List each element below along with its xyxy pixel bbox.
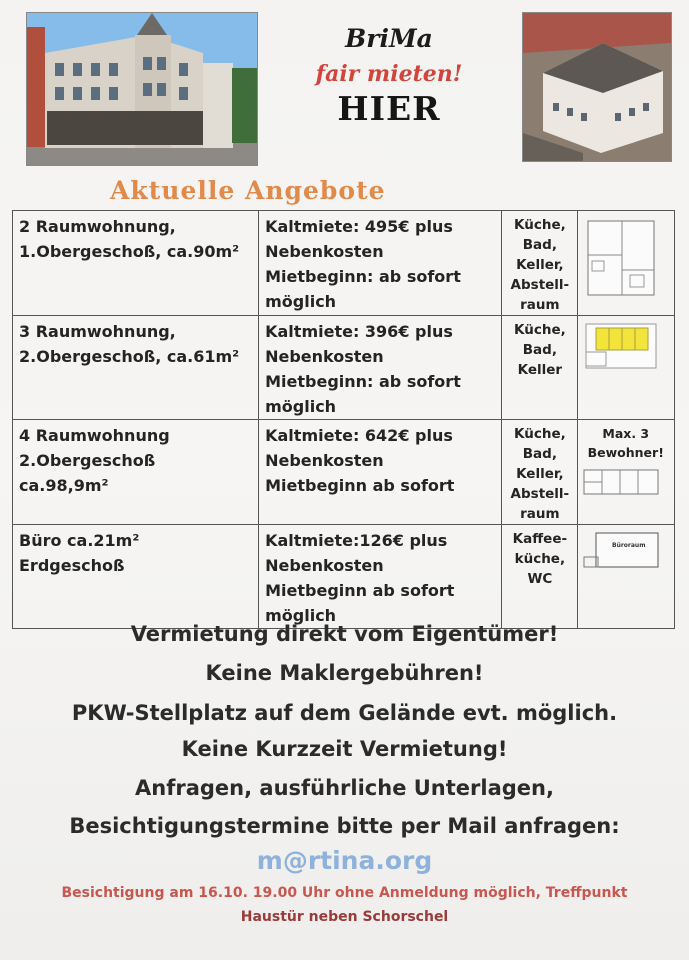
offer-description: 2 Raumwohnung, 1.Obergeschoß, ca.90m² bbox=[13, 211, 259, 316]
header bbox=[260, 14, 518, 128]
info-line: Anfragen, ausführliche Unterlagen, bbox=[135, 776, 554, 800]
info-line: Vermietung direkt vom Eigentümer! bbox=[130, 622, 559, 646]
offer-features: Kaffee- küche, WC bbox=[502, 525, 577, 629]
info-line: Keine Maklergebühren! bbox=[205, 661, 484, 685]
offer-features: Küche, Bad, Keller bbox=[502, 316, 577, 420]
floor-plan-image bbox=[582, 320, 660, 380]
table-row bbox=[13, 420, 675, 525]
hier-heading: HIER bbox=[337, 89, 441, 128]
offers-table bbox=[12, 210, 675, 629]
occupancy-note: Max. 3 Bewohner! bbox=[587, 426, 664, 460]
floor-plan-image bbox=[582, 215, 660, 301]
info-line: Keine Kurzzeit Vermietung! bbox=[181, 737, 508, 761]
offer-description: 3 Raumwohnung, 2.Obergeschoß, ca.61m² bbox=[13, 316, 259, 420]
info-line: PKW-Stellplatz auf dem Gelände evt. möglich. bbox=[71, 701, 618, 725]
slogan: fair mieten! bbox=[315, 61, 463, 87]
offer-price: Kaltmiete: 495€ plus Nebenkosten Mietbeginn: ab sofort möglich bbox=[259, 211, 502, 316]
meeting-point-line: Haustür neben Schorschel bbox=[240, 909, 449, 925]
brand-name: BriMa bbox=[345, 24, 433, 53]
building-photo-street bbox=[26, 12, 258, 166]
contact-email[interactable]: m@rtina.org bbox=[256, 846, 433, 875]
floor-plan-cell bbox=[577, 211, 674, 316]
table-row bbox=[13, 316, 675, 420]
offer-features: Küche, Bad, Keller, Abstell- raum bbox=[502, 420, 577, 525]
section-title: Aktuelle Angebote bbox=[110, 176, 386, 205]
plan-label: Büroraum bbox=[611, 542, 645, 549]
floor-plan-image bbox=[582, 462, 660, 502]
building-illustration bbox=[27, 13, 257, 165]
floor-plan-cell bbox=[577, 525, 674, 629]
building-photo-aerial bbox=[522, 12, 672, 162]
offer-description: 4 Raumwohnung 2.Obergeschoß ca.98,9m² bbox=[13, 420, 259, 525]
table-row bbox=[13, 525, 675, 629]
offer-price: Kaltmiete: 642€ plus Nebenkosten Mietbeginn ab sofort bbox=[259, 420, 502, 525]
floor-plan-image bbox=[582, 529, 660, 579]
offer-description: Büro ca.21m² Erdgeschoß bbox=[13, 525, 259, 629]
info-line: Besichtigungstermine bitte per Mail anfragen: bbox=[69, 814, 620, 838]
table-row bbox=[13, 211, 675, 316]
viewing-info-line: Besichtigung am 16.10. 19.00 Uhr ohne Anmeldung möglich, Treffpunkt bbox=[61, 885, 628, 901]
floor-plan-cell bbox=[577, 420, 674, 525]
offer-price: Kaltmiete:126€ plus Nebenkosten Mietbeginn ab sofort möglich bbox=[259, 525, 502, 629]
offer-features: Küche, Bad, Keller, Abstell- raum bbox=[502, 211, 577, 316]
offer-price: Kaltmiete: 396€ plus Nebenkosten Mietbeginn: ab sofort möglich bbox=[259, 316, 502, 420]
aerial-illustration bbox=[523, 13, 671, 161]
floor-plan-cell bbox=[577, 316, 674, 420]
